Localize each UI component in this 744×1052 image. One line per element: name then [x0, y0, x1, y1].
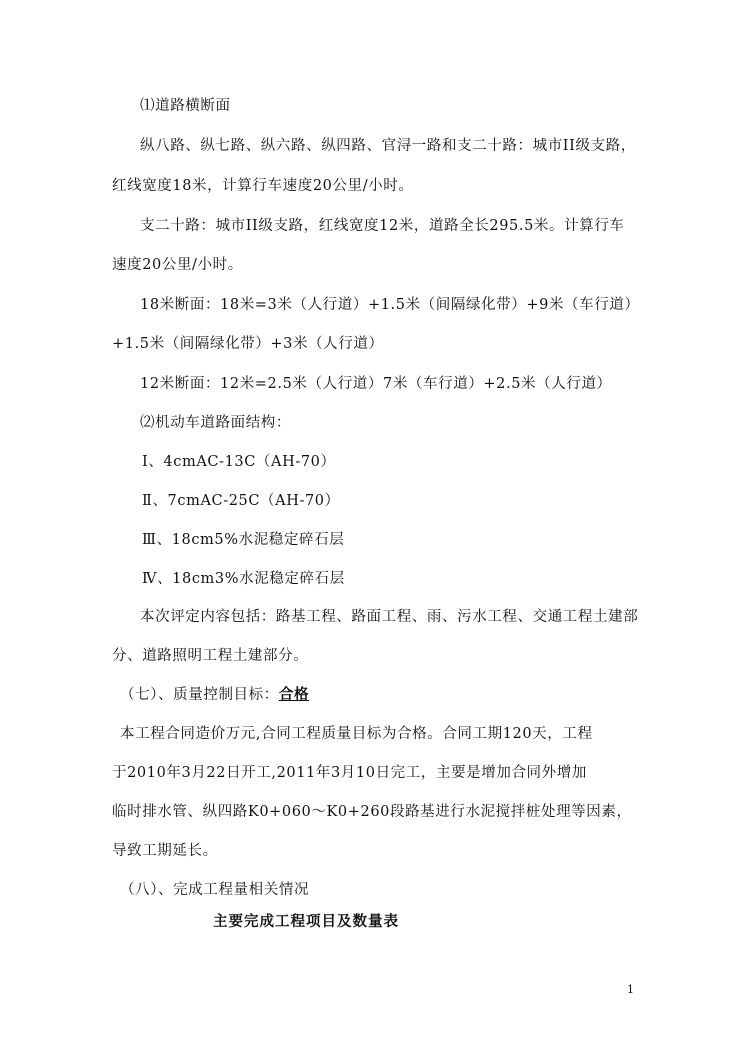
list-item: Ⅲ、18cm5%水泥稳定碎石层	[142, 532, 345, 548]
paragraph-line: 于2010年3月22日开工,2011年3月10日完工，主要是增加合同外增加	[112, 765, 587, 781]
paragraph-line: 速度20公里/小时。	[112, 257, 243, 273]
paragraph-line: 导致工期延长。	[112, 843, 218, 859]
paragraph-line: 本工程合同造价万元,合同工程质量目标为合格。合同工期120天，工程	[120, 726, 593, 742]
paragraph-line: 分、道路照明工程土建部分。	[112, 648, 309, 664]
heading-completed-quantities: （八）、完成工程量相关情况	[120, 882, 310, 898]
page-number: 1	[627, 983, 634, 996]
paragraph-line: 临时排水管、纵四路K0+060～K0+260段路基进行水泥搅拌桩处理等因素，	[112, 804, 632, 820]
paragraph-line: 纵八路、纵七路、纵六路、纵四路、官浔一路和支二十路：城市II级支路，	[140, 138, 636, 154]
heading-pavement-structure: ⑵机动车道路面结构：	[140, 415, 291, 431]
paragraph-line: 红线宽度18米，计算行车速度20公里/小时。	[112, 178, 414, 194]
list-item: Ⅱ、7cmAC-25C（AH-70）	[142, 493, 340, 509]
heading-quality-target	[120, 685, 309, 705]
paragraph-line: 支二十路：城市II级支路，红线宽度12米，道路全长295.5米。计算行车	[140, 218, 625, 234]
paragraph-line: 12米断面：12米=2.5米（人行道）7米（车行道）+2.5米（人行道）	[140, 376, 612, 392]
paragraph-line: 18米断面：18米=3米（人行道）+1.5米（间隔绿化带）+9米（车行道）	[140, 297, 640, 313]
table-title: 主要完成工程项目及数量表	[213, 913, 399, 930]
list-item: Ⅰ、4cmAC-13C（AH-70）	[142, 454, 336, 470]
quality-target-label: （七）、质量控制目标：	[120, 687, 279, 703]
quality-target-value: 合格	[278, 686, 310, 703]
heading-cross-section: ⑴道路横断面	[140, 98, 231, 114]
paragraph-line: 本次评定内容包括：路基工程、路面工程、雨、污水工程、交通工程土建部	[140, 609, 639, 625]
list-item: Ⅳ、18cm3%水泥稳定碎石层	[142, 571, 345, 587]
paragraph-line: +1.5米（间隔绿化带）+3米（人行道）	[112, 336, 384, 352]
